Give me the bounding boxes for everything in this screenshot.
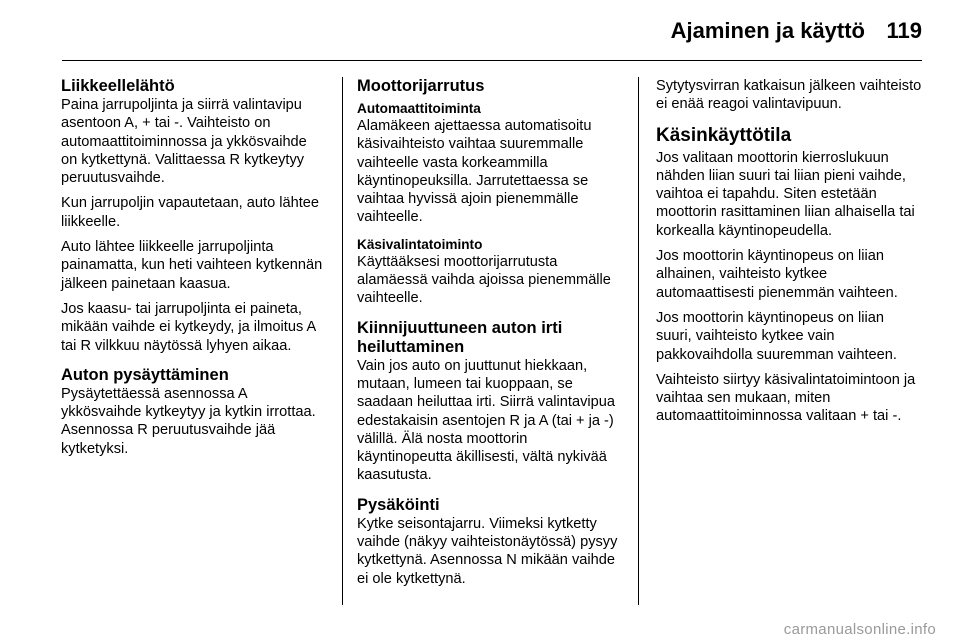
page-number: 119	[886, 18, 922, 43]
text-column-3	[656, 77, 922, 433]
paragraph: Vaihteisto siirtyy käsivalintatoimintoon ja vaihtaa sen mukaan, miten automaattitoiminnossa valitaan + tai -.	[656, 371, 916, 425]
subheading-automaattitoiminta: Automaattitoiminta	[357, 101, 481, 116]
watermark-link[interactable]: carmanualsonline.info	[783, 621, 936, 638]
paragraph: Sytytysvirran katkaisun jälkeen vaihteisto ei enää reagoi valintavipuun.	[656, 78, 922, 113]
column-divider-2	[638, 77, 639, 605]
paragraph: Jos kaasu- tai jarrupoljinta ei paineta, mikään vaihde ei kytkeydy, ja ilmoitus A tai R vilkkuu näytössä lyhyen aikaa.	[61, 300, 316, 354]
paragraph: Paina jarrupoljinta ja siirrä valintavipu asentoon A, + tai -. Vaihteisto on automaattitoiminnossa ja ykkösvaihde on kytkettynä. Valittaessa R kytkeytyy peruutusvaihde.	[61, 97, 307, 187]
paragraph: Vain jos auto on juuttunut hiekkaan, mutaan, lumeen tai kuoppaan, se saadaan heiluttaa irti. Siirrä valintavipua edestakaisin asentojen R ja A (tai + ja -) välillä. Älä nosta moottorin käyntinopeutta äkillisesti, vältä nykivää kaasutusta.	[357, 357, 615, 484]
column-divider-1	[342, 77, 343, 605]
text-column-2	[357, 77, 623, 595]
subheading-kasivalintatoiminto: Käsivalintatoiminto	[357, 236, 483, 252]
paragraph: Jos valitaan moottorin kierroslukuun nähden liian suuri tai liian pieni vaihde, vaihtoa ei tapahdu. Siten estetään moottorin rasittaminen liian alhaisella tai korkealla käyntinopeudella.	[656, 149, 915, 239]
heading-kasinkayttotila: Käsinkäyttötila	[656, 124, 792, 146]
paragraph: Kytke seisontajarru. Viimeksi kytketty vaihde (näkyy vaihteistonäytössä) pysyy kytkettynä. Asennossa N mikään vaihde ei ole kytkettynä.	[357, 515, 618, 587]
paragraph: Käyttääksesi moottorijarrutusta alamäessä vaihda ajoissa pienemmälle vaihteelle.	[357, 253, 611, 307]
header-divider	[62, 60, 922, 61]
paragraph: Pysäytettäessä asennossa A ykkösvaihde kytkeytyy ja kytkin irrottaa. Asennossa R peruutusvaihde jää kytketyksi.	[61, 385, 316, 457]
heading-pysayttaminen: Auton pysäyttäminen	[61, 365, 229, 384]
heading-kiinnijuuttunut: Kiinnijuuttuneen auton irti heiluttaminen	[357, 318, 563, 356]
heading-moottorijarrutus: Moottorijarrutus	[357, 77, 485, 95]
text-column-1	[61, 77, 327, 465]
page-header-title: Ajaminen ja käyttö	[670, 18, 865, 43]
paragraph: Jos moottorin käyntinopeus on liian alhainen, vaihteisto kytkee automaattisesti pienemmän vaihteen.	[656, 248, 898, 301]
paragraph: Alamäkeen ajettaessa automatisoitu käsivaihteisto vaihtaa suuremmalle vaihteelle vasta korkeammilla käyntinopeuksilla. Jarrutettaessa se vaihtaa hyvissä ajoin pienemmälle vaihteelle.	[357, 118, 592, 226]
heading-pysakointi: Pysäköinti	[357, 495, 440, 514]
heading-liikkeellelahto: Liikkeellelähtö	[61, 77, 175, 95]
paragraph: Kun jarrupoljin vapautetaan, auto lähtee liikkeelle.	[61, 195, 320, 230]
paragraph: Auto lähtee liikkeelle jarrupoljinta painamatta, kun heti vaihteen kytkennän jälkeen painetaan kaasua.	[61, 239, 323, 292]
paragraph: Jos moottorin käyntinopeus on liian suuri, vaihteisto kytkee vain pakkovaihdolla suuremman vaihteen.	[656, 309, 897, 363]
